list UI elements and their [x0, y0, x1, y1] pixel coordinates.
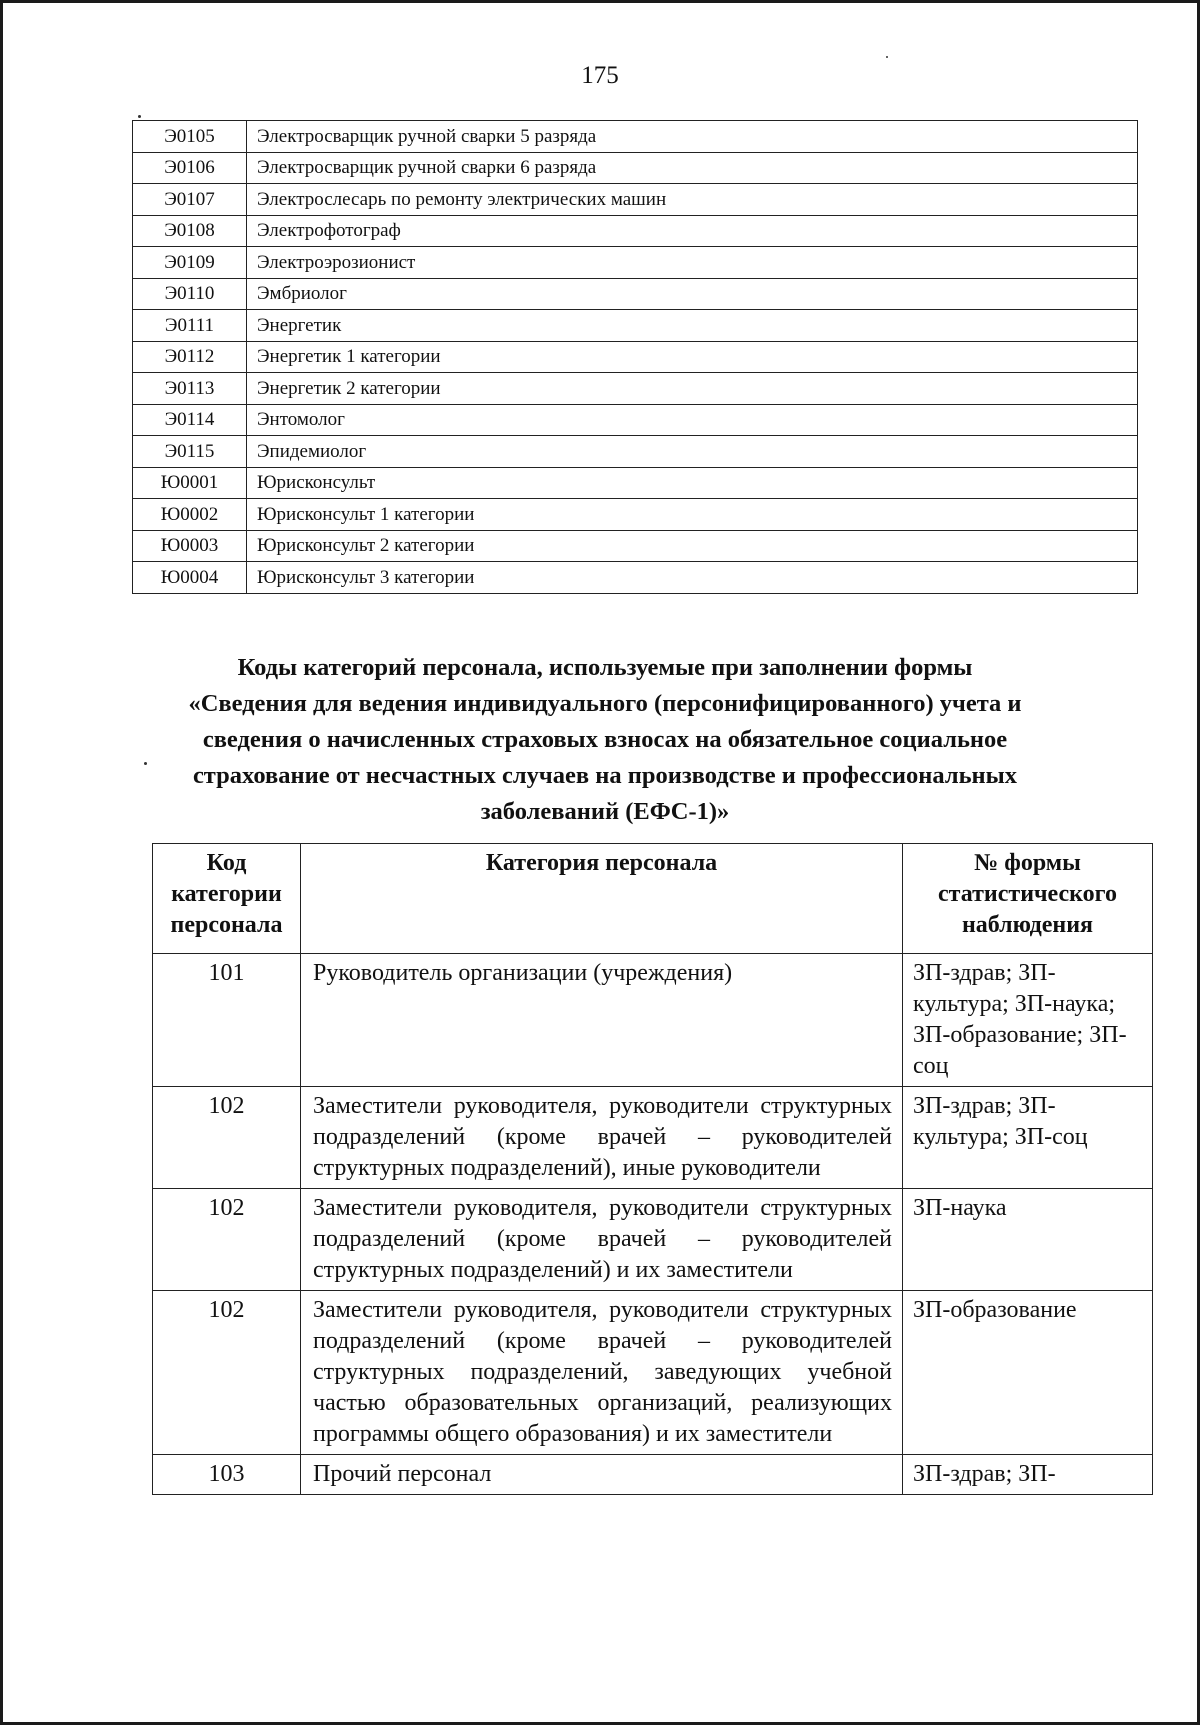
- category-description: Заместители руководителя, руководители структурных подразделений (кроме врачей – руководителей структурных подразделений, заведующих учебной частью образовательных организаций, реализующих программы общего образования) и их заместители: [301, 1291, 903, 1455]
- profession-name: Юрисконсульт 2 категории: [247, 530, 1138, 562]
- heading-line: Коды категорий персонала, используемые при заполнении формы: [237, 654, 973, 681]
- table-row: [133, 215, 1138, 247]
- table-row: [133, 121, 1138, 153]
- profession-code: Э0113: [133, 373, 247, 405]
- profession-code: Э0114: [133, 404, 247, 436]
- profession-name: Эмбриолог: [247, 278, 1138, 310]
- category-description: Руководитель организации (учреждения): [301, 954, 903, 1087]
- table-row: [133, 530, 1138, 562]
- profession-code: Э0115: [133, 436, 247, 468]
- profession-name: Электрослесарь по ремонту электрических машин: [247, 184, 1138, 216]
- table-row: [133, 562, 1138, 594]
- heading-line: сведения о начисленных страховых взносах на обязательное социальное: [202, 726, 1008, 753]
- table-row: [133, 278, 1138, 310]
- profession-name: Эпидемиолог: [247, 436, 1138, 468]
- scan-speck: [886, 56, 888, 58]
- profession-code: Ю0004: [133, 562, 247, 594]
- profession-code: Э0105: [133, 121, 247, 153]
- profession-code: Э0110: [133, 278, 247, 310]
- profession-name: Электроэрозионист: [247, 247, 1138, 279]
- statistical-form: ЗП-образование: [903, 1291, 1153, 1455]
- table-row: [133, 310, 1138, 342]
- header-category: Категория персонала: [301, 844, 903, 954]
- profession-name: Электросварщик ручной сварки 5 разряда: [247, 121, 1138, 153]
- heading-line: заболеваний (ЕФС-1)»: [480, 798, 730, 825]
- table-row: [133, 499, 1138, 531]
- category-code: 102: [153, 1291, 301, 1455]
- table-row: [153, 1291, 1153, 1455]
- table-row: [133, 247, 1138, 279]
- profession-code: Э0109: [133, 247, 247, 279]
- category-description: Прочий персонал: [301, 1455, 903, 1495]
- personnel-category-table: [152, 843, 1153, 1495]
- table-row: [133, 373, 1138, 405]
- table-row: [133, 467, 1138, 499]
- profession-code: Ю0002: [133, 499, 247, 531]
- section-heading: [140, 650, 1070, 830]
- profession-name: Энергетик 1 категории: [247, 341, 1138, 373]
- table-row: [153, 1087, 1153, 1189]
- profession-code: Э0112: [133, 341, 247, 373]
- profession-name: Энергетик: [247, 310, 1138, 342]
- table-row: [153, 1455, 1153, 1495]
- profession-name: Юрисконсульт 3 категории: [247, 562, 1138, 594]
- header-code: Код категории персонала: [153, 844, 301, 954]
- category-code: 101: [153, 954, 301, 1087]
- profession-name: Энтомолог: [247, 404, 1138, 436]
- profession-code: Э0108: [133, 215, 247, 247]
- profession-name: Юрисконсульт 1 категории: [247, 499, 1138, 531]
- scan-speck: [138, 115, 141, 118]
- profession-code: Ю0001: [133, 467, 247, 499]
- profession-name: Электросварщик ручной сварки 6 разряда: [247, 152, 1138, 184]
- statistical-form: ЗП-здрав; ЗП-культура; ЗП-наука; ЗП-образование; ЗП-соц: [903, 954, 1153, 1087]
- profession-name: Энергетик 2 категории: [247, 373, 1138, 405]
- category-code: 102: [153, 1087, 301, 1189]
- statistical-form: ЗП-здрав; ЗП-культура; ЗП-соц: [903, 1087, 1153, 1189]
- heading-line: страхование от несчастных случаев на производстве и профессиональных: [192, 762, 1018, 789]
- category-description: Заместители руководителя, руководители структурных подразделений (кроме врачей – руководителей структурных подразделений), иные руководители: [301, 1087, 903, 1189]
- statistical-form: ЗП-здрав; ЗП-: [903, 1455, 1153, 1495]
- profession-code: Э0111: [133, 310, 247, 342]
- table-row: [133, 404, 1138, 436]
- table-header-row: [153, 844, 1153, 954]
- profession-code: Э0106: [133, 152, 247, 184]
- profession-codes-table: [132, 120, 1138, 594]
- table-row: [133, 341, 1138, 373]
- statistical-form: ЗП-наука: [903, 1189, 1153, 1291]
- profession-name: Юрисконсульт: [247, 467, 1138, 499]
- profession-code: Э0107: [133, 184, 247, 216]
- header-form: № формы статистического наблюдения: [903, 844, 1153, 954]
- category-code: 103: [153, 1455, 301, 1495]
- table-row: [153, 954, 1153, 1087]
- category-code: 102: [153, 1189, 301, 1291]
- profession-name: Электрофотограф: [247, 215, 1138, 247]
- profession-code: Ю0003: [133, 530, 247, 562]
- table-row: [153, 1189, 1153, 1291]
- page-number: 175: [581, 62, 619, 89]
- table-row: [133, 436, 1138, 468]
- table-row: [133, 184, 1138, 216]
- table-row: [133, 152, 1138, 184]
- heading-line: «Сведения для ведения индивидуального (персонифицированного) учета и: [188, 690, 1022, 717]
- category-description: Заместители руководителя, руководители структурных подразделений (кроме врачей – руководителей структурных подразделений) и их заместители: [301, 1189, 903, 1291]
